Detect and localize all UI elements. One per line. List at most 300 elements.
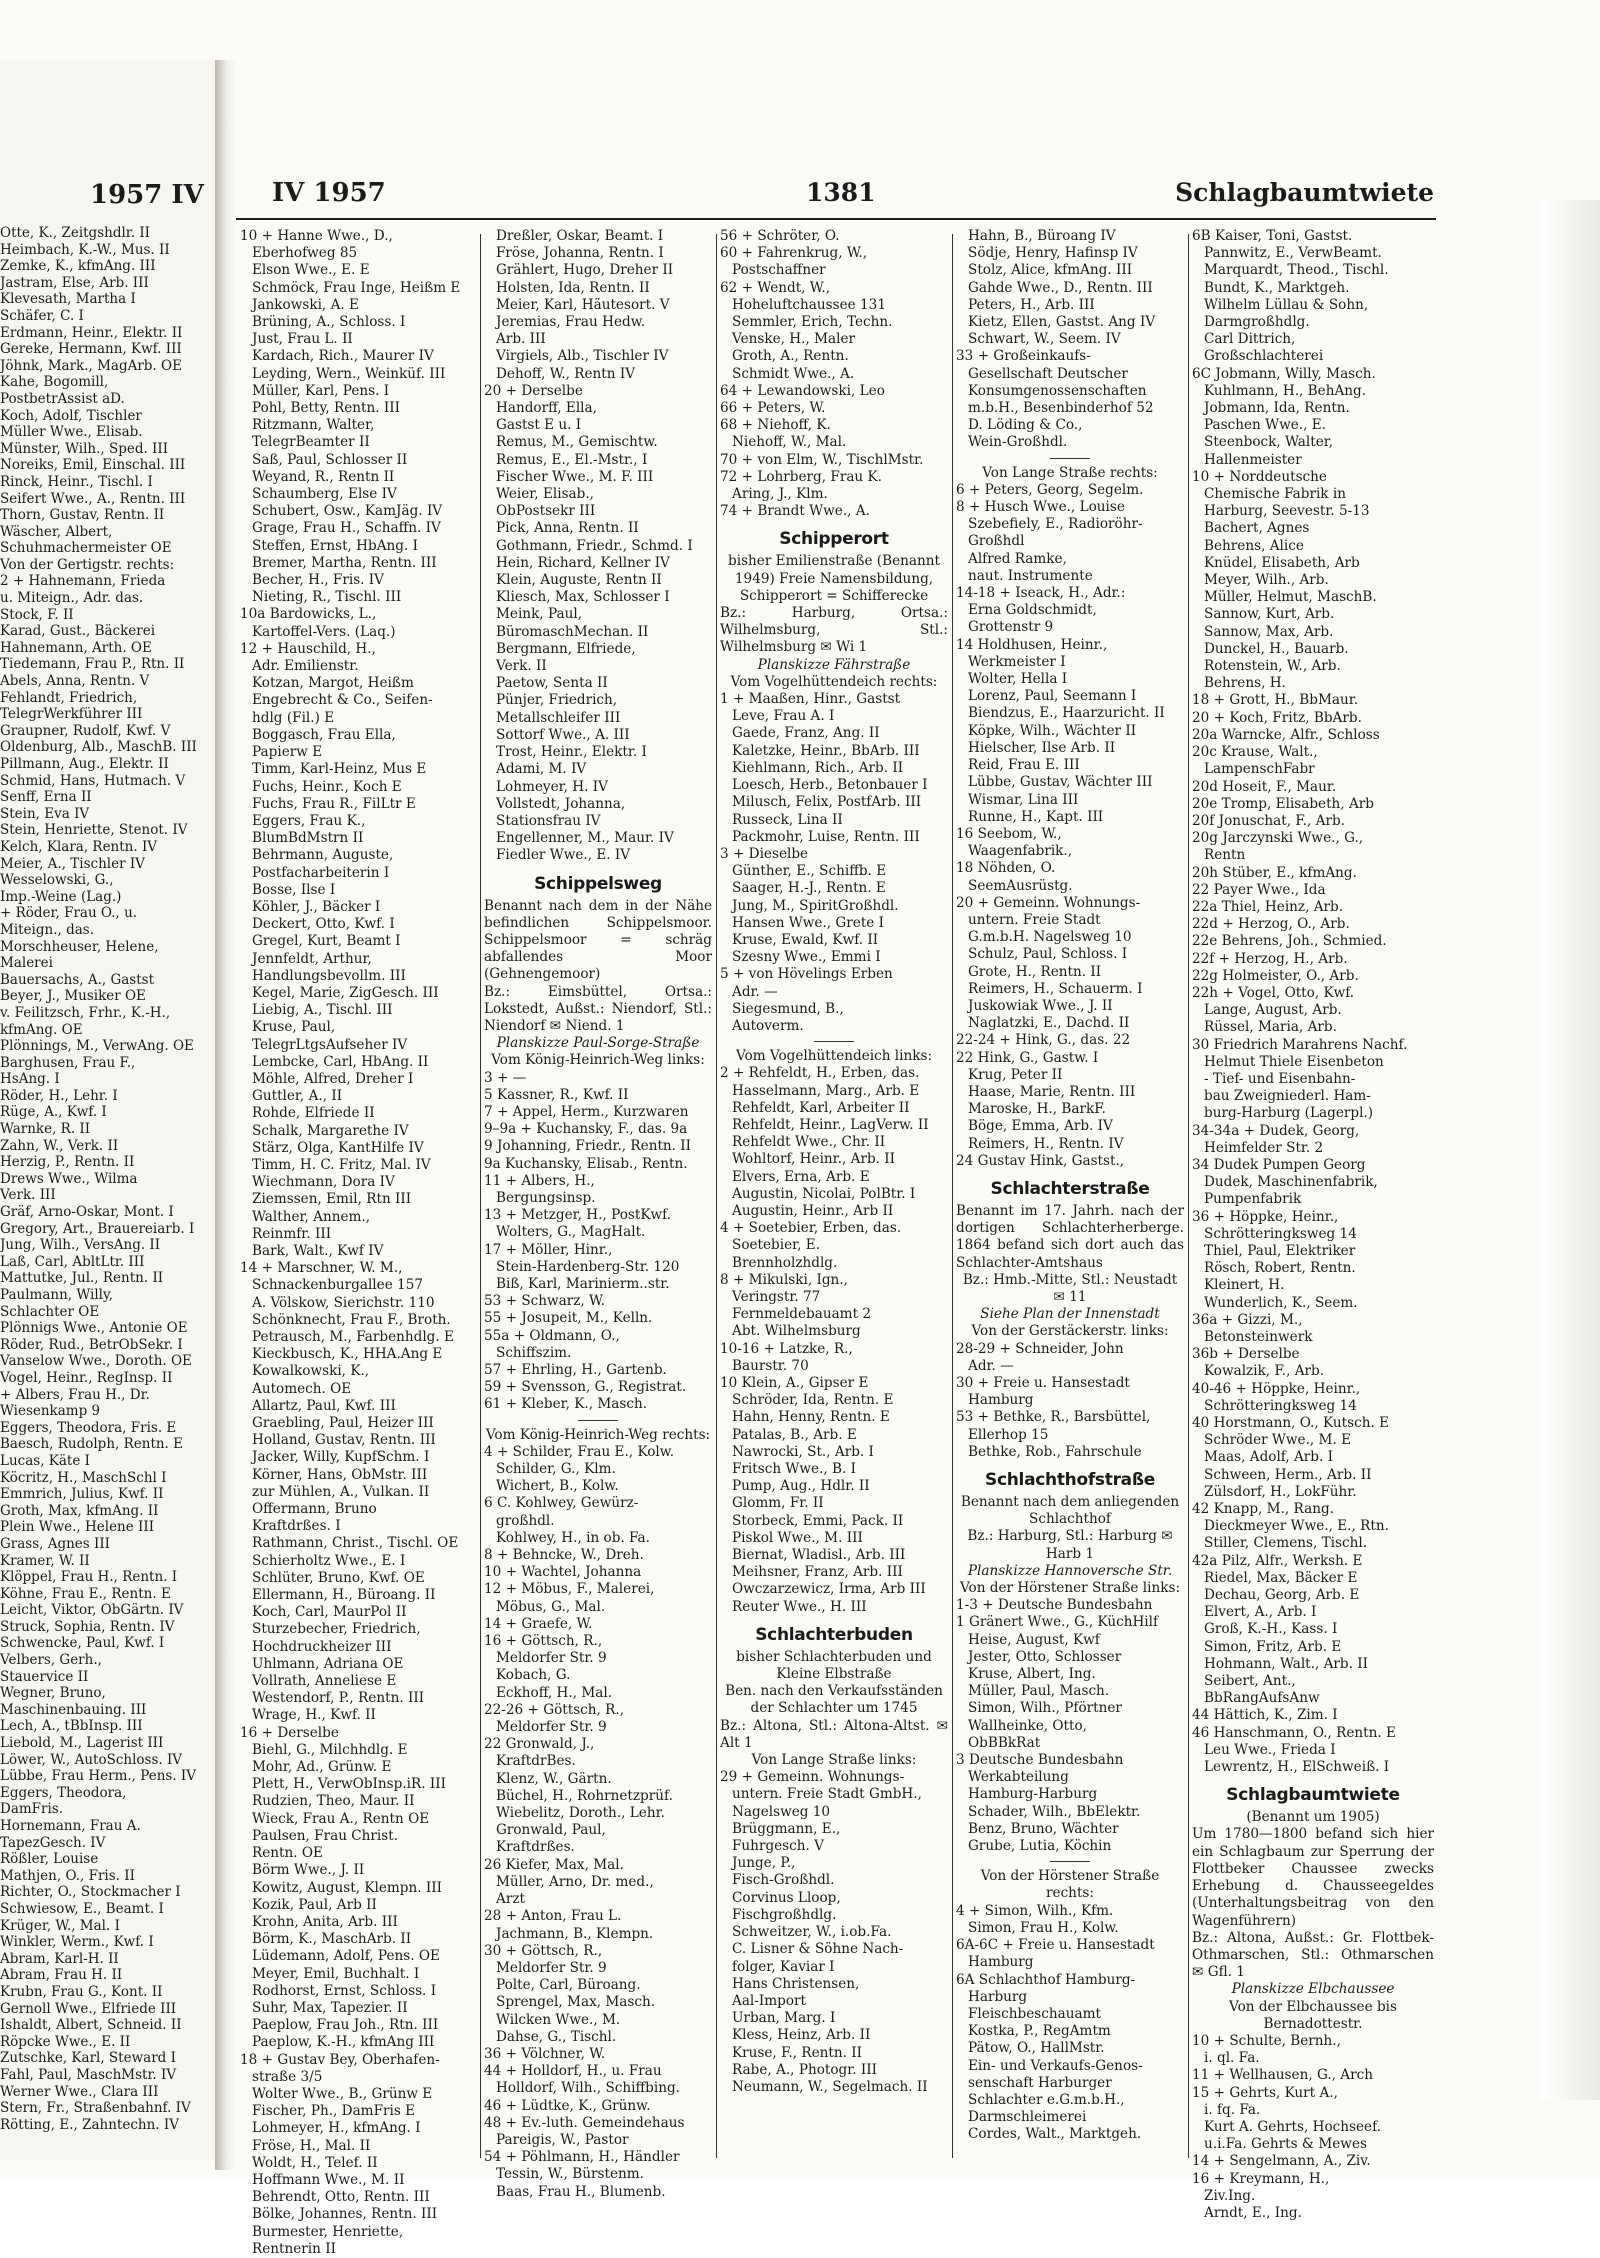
previous-page-line: Morschheuser, Helene,: [0, 938, 159, 955]
directory-entry: Schaumberg, Else IV: [252, 486, 397, 503]
directory-entry: Dahse, G., Tischl.: [496, 2028, 617, 2045]
map-reference: Planskizze Hannoversche Str.: [967, 1562, 1173, 1579]
previous-page-header: 1957 IV: [90, 180, 204, 210]
directory-entry: Cordes, Walt., Marktgeh.: [968, 2126, 1142, 2143]
directory-entry: Hansen Wwe., Grete I: [732, 914, 885, 931]
directory-entry: Lohmeyer, H. IV: [496, 778, 608, 795]
directory-entry: KraftdrBes.: [496, 1753, 576, 1770]
directory-entry: Södje, Henry, Hafinsp IV: [968, 245, 1138, 262]
section-note: Von Lange Straße rechts:: [982, 464, 1158, 481]
directory-entry: Kowitz, August, Klempn. III: [252, 1879, 442, 1896]
directory-entry: 16 + Derselbe: [240, 1724, 339, 1741]
directory-entry: Baurstr. 70: [732, 1357, 809, 1374]
previous-page-line: Otte, K., Zeitgshdlr. II: [0, 225, 151, 241]
directory-entry: 9–9a + Kuchansky, F., das. 9a: [484, 1121, 688, 1138]
directory-entry: Pohl, Betty, Rentn. III: [252, 400, 401, 417]
directory-entry: Paschen Wwe., E.: [1204, 417, 1326, 434]
directory-entry: - Tief- und Eisenbahn-: [1204, 1070, 1356, 1087]
directory-entry: Steffen, Ernst, HbAng. I: [252, 537, 419, 554]
directory-entry: Paetow, Senta II: [496, 675, 608, 692]
previous-page-line: Lech, A., tBbInsp. III: [0, 1718, 143, 1735]
directory-entry: 12 + Hauschild, H.,: [240, 640, 376, 657]
previous-page-line: Lucas, Käte I: [0, 1452, 90, 1469]
map-reference: Planskizze Elbchaussee: [1231, 1981, 1395, 1998]
directory-entry: Eggers, Frau K.,: [252, 812, 366, 829]
directory-entry: Thiel, Paul, Elektriker: [1204, 1242, 1356, 1259]
directory-entry: Veringstr. 77: [732, 1288, 821, 1305]
previous-page-line: Kelch, Klara, Rentn. IV: [0, 838, 158, 855]
street-description: Benannt im 17. Jahrh. nach der dortigen Schlachterherberge. 1864 befand sich dort auch das Schlachter-Amtshaus: [956, 1202, 1184, 1271]
directory-entry: Handlungsbevollm. III: [252, 967, 406, 984]
directory-entry: senschaft Harburger: [968, 2074, 1112, 2091]
section-note: Von der Hörstener Straße rechts:: [980, 1868, 1160, 1902]
previous-page-line: Vogel, Heinr., RegInsp. II: [0, 1369, 173, 1386]
section-note: Von der Hörstener Straße links:: [959, 1580, 1181, 1597]
directory-entry: TelegrBeamter II: [252, 434, 370, 451]
directory-entry: Lübbe, Gustav, Wächter III: [968, 774, 1153, 791]
section-note: Bz.: Harburg, Stl.: Harburg ✉ Harb 1: [967, 1528, 1173, 1562]
directory-entry: D. Löding & Co.,: [968, 417, 1083, 434]
directory-entry: Wolter, Hella I: [968, 671, 1068, 688]
directory-entry: 2 + Rehfeldt, H., Erben, das.: [720, 1065, 920, 1082]
previous-page-line: Schlachter OE: [0, 1303, 100, 1320]
previous-page-line: Velbers, Gerh.,: [0, 1652, 102, 1669]
directory-entry: Wallheinke, Otto,: [968, 1717, 1087, 1734]
directory-entry: G.m.b.H. Nagelsweg 10: [968, 929, 1132, 946]
directory-entry: Maroske, H., BarkF.: [968, 1101, 1106, 1118]
directory-entry: Jankowski, A. E: [252, 296, 359, 313]
directory-entry: Meier, Karl, Häutesort. V: [496, 296, 670, 313]
directory-entry: Meldorfer Str. 9: [496, 1959, 607, 1976]
section-note: Ben. nach den Verkaufsständen der Schlachter um 1745: [725, 1683, 943, 1717]
directory-entry: Graebling, Paul, Heizer III: [252, 1415, 434, 1432]
directory-entry: Hallenmeister: [1204, 451, 1302, 468]
directory-entry: Lohmeyer, H., kfmAng. I: [252, 2120, 421, 2137]
directory-entry: Hohmann, Walt., Arb. II: [1204, 1655, 1369, 1672]
directory-entry: Kruse, F., Rentn. II: [732, 2044, 862, 2061]
directory-entry: Dudek, Maschinenfabrik,: [1204, 1174, 1378, 1191]
directory-entry: Semmler, Erich, Techn.: [732, 314, 893, 331]
directory-entry: BlumBdMstrn II: [252, 830, 364, 847]
directory-entry: Grottenstr 9: [968, 619, 1054, 636]
directory-entry: Werkabteilung: [968, 1769, 1069, 1786]
directory-entry: ObPostsekr III: [496, 503, 596, 520]
directory-entry: Börm, K., MaschArb. II: [252, 1931, 412, 1948]
previous-page-line: Paulmann, Willy,: [0, 1287, 114, 1303]
directory-entry: Woldt, H., Telef. II: [252, 2154, 378, 2171]
directory-entry: Großschlachterei: [1204, 348, 1324, 365]
directory-entry: SeemAusrüstg.: [968, 877, 1073, 894]
directory-entry: Kleinert, H.: [1204, 1277, 1285, 1294]
directory-entry: 26 Kiefer, Max, Mal.: [484, 1856, 624, 1873]
directory-entry: Hoheluftchaussee 131: [732, 296, 886, 313]
directory-entry: Waagenfabrik.,: [968, 843, 1073, 860]
previous-page-line: Groth, Max, kfmAng. II: [0, 1502, 159, 1519]
directory-entry: Schubert, Osw., KamJäg. IV: [252, 503, 443, 520]
directory-entry: 22h + Vogel, Otto, Kwf.: [1192, 984, 1355, 1001]
directory-entry: folger, Kaviar I: [732, 1958, 835, 1975]
map-reference: Planskizze Fährstraße: [757, 656, 911, 673]
directory-entry: i. ql. Fa.: [1204, 2050, 1260, 2067]
directory-entry: Biehl, G., Milchhdlg. E: [252, 1741, 408, 1758]
directory-entry: 1 Gränert Wwe., G., KüchHilf: [956, 1614, 1159, 1631]
street-description: Bz.: Altona, Stl.: Altona-Altst. ✉ Alt 1: [720, 1717, 948, 1751]
directory-entry: 42a Pilz, Alfr., Werksh. E: [1192, 1552, 1363, 1569]
directory-entry: Müller, Arno, Dr. med.,: [496, 1873, 654, 1890]
directory-entry: Kraftdrßes. I: [252, 1518, 341, 1535]
directory-entry: 6A Schlachthof Hamburg-: [956, 1971, 1136, 1988]
directory-entry: Marquardt, Theod., Tischl.: [1204, 262, 1389, 279]
previous-page-line: Müller Wwe., Elisab.: [0, 424, 143, 441]
directory-entry: Behrens, Alice: [1204, 537, 1304, 554]
directory-entry: Rohde, Elfriede II: [252, 1105, 375, 1122]
column-divider: [716, 234, 717, 2158]
directory-entry: Sannow, Kurt, Arb.: [1204, 606, 1335, 623]
directory-entry: 55a + Oldmann, O.,: [484, 1327, 620, 1344]
directory-entry: BüromaschMechan. II: [496, 623, 649, 640]
directory-entry: Rehfeldt, Karl, Arbeiter II: [732, 1099, 910, 1116]
directory-entry: Paulsen, Frau Christ.: [252, 1827, 399, 1844]
directory-entry: Hahn, Henny, Rentn. E: [732, 1409, 890, 1426]
directory-entry: Lembcke, Carl, HbAng. II: [252, 1053, 429, 1070]
previous-page-line: Schwiesow, E., Beamt. I: [0, 1900, 164, 1917]
previous-page-line: Tiedemann, Frau P., Rtn. II: [0, 656, 185, 673]
directory-entry: Tessin, W., Bürstenm.: [496, 2166, 645, 2183]
directory-entry: 5 Kassner, R., Kwf. II: [484, 1086, 629, 1103]
directory-entry: Günther, E., Schiffb. E: [732, 863, 887, 880]
previous-page-line: Krubn, Frau G., Kont. II: [0, 1983, 163, 2000]
previous-page-line: Drews Wwe., Wilma: [0, 1170, 138, 1187]
previous-page-line: Liebold, M., Lagerist III: [0, 1735, 164, 1752]
directory-entry: Bark, Walt., Kwf IV: [252, 1242, 384, 1259]
directory-entry: 12 + Möbus, F., Malerei,: [484, 1581, 655, 1598]
previous-page-line: v. Feilitzsch, Frhr., K.-H.,: [0, 1004, 171, 1021]
directory-entry: Suhr, Max, Tapezier. II: [252, 1999, 408, 2016]
directory-entry: 46 + Lüdtke, K., Grünw.: [484, 2097, 651, 2114]
directory-entry: 20a Warncke, Alfr., Schloss: [1192, 726, 1380, 743]
directory-entry: Hamburg-Harburg: [968, 1786, 1098, 1803]
directory-entry: 34-34a + Dudek, Georg,: [1192, 1122, 1360, 1139]
directory-entry: Ein- und Verkaufs-Genos-: [968, 2057, 1143, 2074]
directory-entry: Wieck, Frau A., Rentn OE: [252, 1810, 430, 1827]
directory-entry: Szesny Wwe., Emmi I: [732, 949, 881, 966]
directory-entry: Werkmeister I: [968, 653, 1066, 670]
section-separator: [1050, 458, 1090, 459]
previous-page-line: Wesselowski, G.,: [0, 872, 114, 889]
directory-entry: Kraftdrßes.: [496, 1839, 575, 1856]
directory-entry: 64 + Lewandowski, Leo: [720, 382, 885, 399]
previous-page-line: DamFris.: [0, 1801, 64, 1818]
directory-entry: Naglatzki, E., Dachd. II: [968, 1015, 1130, 1032]
previous-page-line: Oldenburg, Alb., MaschB. III: [0, 739, 197, 756]
directory-entry: 30 + Göttsch, R.,: [484, 1942, 603, 1959]
directory-entry: Rehfeldt, Heinr., LagVerw. II: [732, 1116, 929, 1133]
directory-entry: Automech. OE: [252, 1380, 352, 1397]
previous-page-line: Schuhmachermeister OE: [0, 540, 172, 557]
directory-entry: Gronwald, Paul,: [496, 1822, 606, 1839]
directory-entry: 36b + Derselbe: [1192, 1346, 1300, 1363]
directory-entry: Schröder Wwe., M. E: [1204, 1432, 1352, 1449]
directory-entry: Autoverm.: [732, 1017, 804, 1034]
directory-entry: Fröse, Johanna, Rentn. I: [496, 245, 664, 262]
directory-entry: Groth, A., Rentn.: [732, 348, 849, 365]
previous-page-line: Krüger, W., Mal. I: [0, 1917, 120, 1934]
directory-entry: Schlüter, Bruno, Kwf. OE: [252, 1569, 425, 1586]
directory-entry: Jennfeldt, Arthur,: [252, 950, 372, 967]
directory-entry: Runne, H., Kapt. III: [968, 808, 1104, 825]
directory-entry: Handorff, Ella,: [496, 400, 597, 417]
page-volume-year: IV 1957: [272, 178, 386, 208]
directory-entry: Kotzan, Margot, Heißm: [252, 675, 414, 692]
previous-page-line: Grass, Agnes III: [0, 1535, 111, 1552]
previous-page-line: Plönnings, M., VerwAng. OE: [0, 1038, 194, 1055]
previous-page-line: Imp.-Weine (Lag.): [0, 888, 122, 905]
directory-entry: 16 + Kreymann, H.,: [1192, 2170, 1330, 2187]
directory-entry: Lüdemann, Adolf, Pens. OE: [252, 1948, 440, 1965]
directory-entry: Schilder, G., Klm.: [496, 1461, 616, 1478]
directory-entry: Virgiels, Alb., Tischler IV: [496, 348, 669, 365]
section-note: Vom König-Heinrich-Weg rechts:: [485, 1426, 711, 1443]
directory-entry: 13 + Metzger, H., PostKwf.: [484, 1207, 672, 1224]
previous-page-line: Stein, Henriette, Stenot. IV: [0, 822, 188, 839]
directory-entry: Kurt A. Gehrts, Hochseef.: [1204, 2118, 1381, 2135]
directory-entry: 44 + Holldorf, H., u. Frau: [484, 2063, 662, 2080]
directory-entry: 22-24 + Hink, G., das. 22: [956, 1032, 1131, 1049]
directory-entry: Ziv.Ing.: [1204, 2187, 1256, 2204]
directory-entry: Juskowiak Wwe., J. II: [968, 997, 1113, 1014]
previous-page-line: Emmrich, Julius, Kwf. II: [0, 1486, 164, 1503]
directory-entry: 10-16 + Latzke, R.,: [720, 1340, 853, 1357]
directory-page: [236, 70, 1436, 2257]
directory-entry: Fisch-Großhdl.: [732, 1872, 835, 1889]
directory-entry: Steenbock, Walter,: [1204, 434, 1334, 451]
directory-entry: Timm, H. C. Fritz, Mal. IV: [252, 1156, 431, 1173]
directory-entry: Baas, Frau H., Blumenb.: [496, 2183, 666, 2200]
directory-entry: 36 + Höppke, Heinr.,: [1192, 1208, 1339, 1225]
directory-entry: Konsumgenossenschaften: [968, 382, 1147, 399]
directory-entry: Chemische Fabrik in: [1204, 486, 1346, 503]
directory-entry: 4 + Soetebier, Erben, das.: [720, 1220, 902, 1237]
directory-entry: Stolz, Alice, kfmAng. III: [968, 262, 1133, 279]
directory-entry: 10 + Wachtel, Johanna: [484, 1564, 642, 1581]
directory-entry: Schiffszim.: [496, 1344, 572, 1361]
directory-entry: m.b.H., Besenbinderhof 52: [968, 400, 1154, 417]
directory-entry: 24 Gustav Hink, Gastst.,: [956, 1152, 1125, 1169]
directory-entry: Jester, Otto, Schlosser: [968, 1648, 1122, 1665]
directory-column-3: [720, 228, 948, 2158]
directory-entry: Schrötteringksweg 14: [1204, 1397, 1357, 1414]
directory-entry: Sottorf Wwe., A. III: [496, 726, 630, 743]
directory-entry: 40 Horstmann, O., Kutsch. E: [1192, 1415, 1390, 1432]
previous-page-line: Röder, Rud., BetrObSekr. I: [0, 1336, 183, 1353]
directory-entry: Ellermann, H., Büroang. II: [252, 1587, 436, 1604]
previous-page-line: Stein, Eva IV: [0, 805, 90, 822]
directory-entry: Timm, Karl-Heinz, Mus E: [252, 761, 427, 778]
directory-entry: Fröse, H., Mal. II: [252, 2137, 371, 2154]
directory-entry: Biernat, Wladisl., Arb. III: [732, 1547, 906, 1564]
directory-entry: Groß, K.-H., Kass. I: [1204, 1621, 1338, 1638]
previous-page-line: Karad, Gust., Bäckerei: [0, 623, 156, 640]
directory-entry: Möhle, Alfred, Dreher I: [252, 1070, 414, 1087]
directory-entry: 22e Behrens, Joh., Schmied.: [1192, 933, 1387, 950]
directory-entry: Meink, Paul,: [496, 606, 583, 623]
directory-entry: Bergungsinsp.: [496, 1189, 596, 1206]
previous-page-line: TelegrWerkführer III: [0, 706, 143, 723]
directory-entry: 30 Friedrich Marahrens Nachf.: [1192, 1036, 1408, 1053]
directory-entry: 10 + Hanne Wwe., D.,: [240, 228, 393, 244]
previous-page-line: Wäscher, Albert,: [0, 523, 113, 540]
directory-entry: Krohn, Anita, Arb. III: [252, 1913, 398, 1930]
directory-entry: Meyer, Wilh., Arb.: [1204, 572, 1329, 589]
directory-entry: Elvers, Erna, Arb. E: [732, 1168, 870, 1185]
directory-entry: Leyding, Wern., Weinküf. III: [252, 365, 446, 382]
directory-entry: großhdl.: [496, 1512, 555, 1529]
directory-entry: Ritzmann, Walter,: [252, 417, 375, 434]
directory-entry: Wunderlich, K., Seem.: [1204, 1294, 1358, 1311]
directory-entry: untern. Freie Stadt GmbH.,: [732, 1786, 922, 1803]
directory-entry: Krug, Peter II: [968, 1066, 1063, 1083]
previous-page-line: PostbetrAssist aD.: [0, 390, 125, 407]
directory-entry: Koch, Carl, MaurPol II: [252, 1604, 407, 1621]
previous-page-line: Mattutke, Jul., Rentn. II: [0, 1270, 164, 1287]
previous-page-line: Noreiks, Emil, Einschal. III: [0, 457, 186, 474]
directory-entry: Kless, Heinz, Arb. II: [732, 2027, 871, 2044]
directory-entry: Bremer, Martha, Rentn. III: [252, 554, 437, 571]
directory-entry: Wiebelitz, Doroth., Lehr.: [496, 1805, 665, 1822]
directory-entry: Ellerhop 15: [968, 1426, 1049, 1443]
directory-entry: Just, Frau L. II: [252, 331, 353, 348]
previous-page-line: Jung, Wilh., VersAng. II: [0, 1237, 161, 1254]
directory-entry: 29 + Gemeinn. Wohnungs-: [720, 1769, 905, 1786]
previous-page-line: Graupner, Rudolf, Kwf. V: [0, 722, 171, 739]
directory-entry: 6 C. Kohlwey, Gewürz-: [484, 1495, 639, 1512]
directory-entry: Dreßler, Oskar, Beamt. I: [496, 228, 664, 244]
directory-entry: Schmidt Wwe., A.: [732, 365, 855, 382]
directory-entry: 36a + Gizzi, M.,: [1192, 1311, 1303, 1328]
directory-entry: Abt. Wilhelmsburg: [732, 1323, 861, 1340]
directory-entry: 14 Holdhusen, Heinr.,: [956, 636, 1108, 653]
previous-page-line: Löwer, W., AutoSchloss. IV: [0, 1751, 183, 1768]
directory-entry: Jobmann, Ida, Rentn.: [1204, 400, 1350, 417]
directory-entry: Rehfeldt Wwe., Chr. II: [732, 1134, 886, 1151]
directory-entry: Gaede, Franz, Ang. II: [732, 725, 880, 742]
directory-entry: Meldorfer Str. 9: [496, 1650, 607, 1667]
directory-entry: Rösch, Robert, Rentn.: [1204, 1260, 1356, 1277]
directory-entry: Lewrentz, H., ElSchweiß. I: [1204, 1759, 1390, 1776]
directory-entry: Kliesch, Max, Schlosser I: [496, 589, 670, 606]
directory-entry: 18 + Gustav Bey, Oberhafen-: [240, 2051, 440, 2068]
directory-entry: 44 Hättich, K., Zim. I: [1192, 1707, 1338, 1724]
directory-entry: Verk. II: [496, 658, 547, 675]
directory-entry: u.i.Fa. Gehrts & Mewes: [1204, 2136, 1367, 2153]
directory-entry: Meihsner, Franz, Arb. III: [732, 1564, 903, 1581]
directory-entry: Pünjer, Friedrich,: [496, 692, 618, 709]
directory-entry: Leu Wwe., Frieda I: [1204, 1741, 1336, 1758]
directory-entry: Schween, Herm., Arb. II: [1204, 1466, 1372, 1483]
directory-entry: Milusch, Felix, PostfArb. III: [732, 794, 922, 811]
previous-page-line: Fahl, Paul, MaschMstr. IV: [0, 2066, 177, 2083]
directory-entry: 14 + Marschner, W. M.,: [240, 1260, 403, 1277]
directory-entry: 6C Jobmann, Willy, Masch.: [1192, 365, 1376, 382]
directory-entry: Helmut Thiele Eisenbeton: [1204, 1053, 1384, 1070]
directory-entry: 22 Hink, G., Gastw. I: [956, 1049, 1099, 1066]
directory-entry: Neumann, W., Segelmach. II: [732, 2078, 928, 2095]
directory-entry: Papierw E: [252, 744, 323, 761]
previous-page-line: Ishaldt, Albert, Schneid. II: [0, 2017, 182, 2034]
directory-entry: Saager, H.-J., Rentn. E: [732, 880, 886, 897]
directory-entry: Owczarzewicz, Irma, Arb III: [732, 1581, 926, 1598]
directory-entry: Weyand, R., Rentn II: [252, 468, 395, 485]
directory-entry: Bundt, K., Marktgeh.: [1204, 279, 1350, 296]
directory-entry: 1 + Maaßen, Hinr., Gastst: [720, 691, 901, 708]
directory-entry: Kegel, Marie, ZigGesch. III: [252, 984, 439, 1001]
directory-entry: 15 + Gehrts, Kurt A.,: [1192, 2084, 1338, 2101]
directory-entry: 10 + Schulte, Bernh.,: [1192, 2032, 1341, 2049]
directory-entry: Patalas, B., Arb. E: [732, 1426, 857, 1443]
directory-entry: Rüssel, Maria, Arb.: [1204, 1019, 1337, 1036]
directory-entry: Meldorfer Str. 9: [496, 1719, 607, 1736]
directory-entry: Holsten, Ida, Rentn. II: [496, 279, 650, 296]
previous-page-line: Zutschke, Karl, Steward I: [0, 2050, 176, 2067]
previous-page-line: Stauervice II: [0, 1668, 89, 1685]
previous-page-line: Kahe, Bogomill,: [0, 374, 109, 391]
previous-page-line: Erdmann, Heinr., Elektr. II: [0, 324, 183, 341]
directory-entry: 66 + Peters, W.: [720, 400, 826, 417]
directory-entry: 30 + Freie u. Hansestadt: [956, 1375, 1130, 1391]
street-heading: Schlagbaumtwiete: [1226, 1785, 1400, 1806]
street-heading: Schippelsweg: [534, 873, 662, 894]
directory-entry: Rabe, A., Photogr. III: [732, 2061, 878, 2078]
directory-entry: Niehoff, W., Mal.: [732, 434, 847, 451]
directory-entry: Alfred Ramke,: [968, 550, 1067, 567]
previous-page-line: Bauersachs, A., Gastst: [0, 971, 155, 988]
directory-entry: 4 + Schilder, Frau E., Kolw.: [484, 1443, 675, 1460]
directory-entry: Hasselmann, Marg., Arb. E: [732, 1082, 920, 1099]
directory-entry: Leve, Frau A. I: [732, 708, 835, 725]
directory-entry: Kruse, Paul,: [252, 1019, 336, 1036]
directory-entry: Kowalzik, F., Arb.: [1204, 1363, 1325, 1380]
previous-page-line: Plein Wwe., Helene III: [0, 1519, 155, 1536]
directory-entry: 40-46 + Höppke, Heinr.,: [1192, 1380, 1361, 1397]
directory-entry: Nawrocki, St., Arb. I: [732, 1443, 874, 1460]
directory-entry: Uhlmann, Adriana OE: [252, 1655, 404, 1672]
directory-entry: 55 + Josupeit, M., Kelln.: [484, 1310, 653, 1327]
directory-entry: Lange, August, Arb.: [1204, 1002, 1342, 1019]
directory-entry: Stationsfrau IV: [496, 812, 601, 829]
directory-entry: Fiedler Wwe., E. IV: [496, 847, 631, 864]
previous-page-line: Eggers, Theodora, Fris. E: [0, 1419, 177, 1436]
street-heading: Schlachterbuden: [755, 1624, 913, 1645]
directory-entry: Bachert, Agnes: [1204, 520, 1310, 537]
previous-page-line: Winkler, Werm., Kwf. I: [0, 1934, 154, 1951]
previous-page-line: Röder, H., Lehr. I: [0, 1087, 118, 1104]
previous-page-line: Abram, Karl-H. II: [0, 1950, 119, 1967]
directory-entry: Betonsteinwerk: [1204, 1329, 1313, 1345]
directory-entry: 53 + Schwarz, W.: [484, 1293, 605, 1310]
directory-entry: Wismar, Lina III: [968, 791, 1079, 808]
previous-page-line: Senff, Erna II: [0, 789, 92, 806]
directory-entry: Hein, Richard, Kellner IV: [496, 554, 670, 571]
directory-entry: 8 + Behncke, W., Dreh.: [484, 1547, 644, 1564]
directory-entry: 20h Stüber, E., kfmAng.: [1192, 864, 1357, 881]
previous-page-line: Beyer, J., Musiker OE: [0, 988, 146, 1005]
directory-entry: Paeplow, Frau Joh., Rtn. III: [252, 2017, 439, 2034]
directory-entry: Wilhelm Lüllau & Sohn,: [1204, 296, 1369, 313]
previous-page-line: Röpcke Wwe., E. II: [0, 2033, 131, 2050]
directory-entry: Gastst E u. I: [496, 417, 582, 434]
directory-entry: Hamburg: [968, 1954, 1034, 1971]
directory-entry: 22-26 + Göttsch, R.,: [484, 1701, 625, 1718]
